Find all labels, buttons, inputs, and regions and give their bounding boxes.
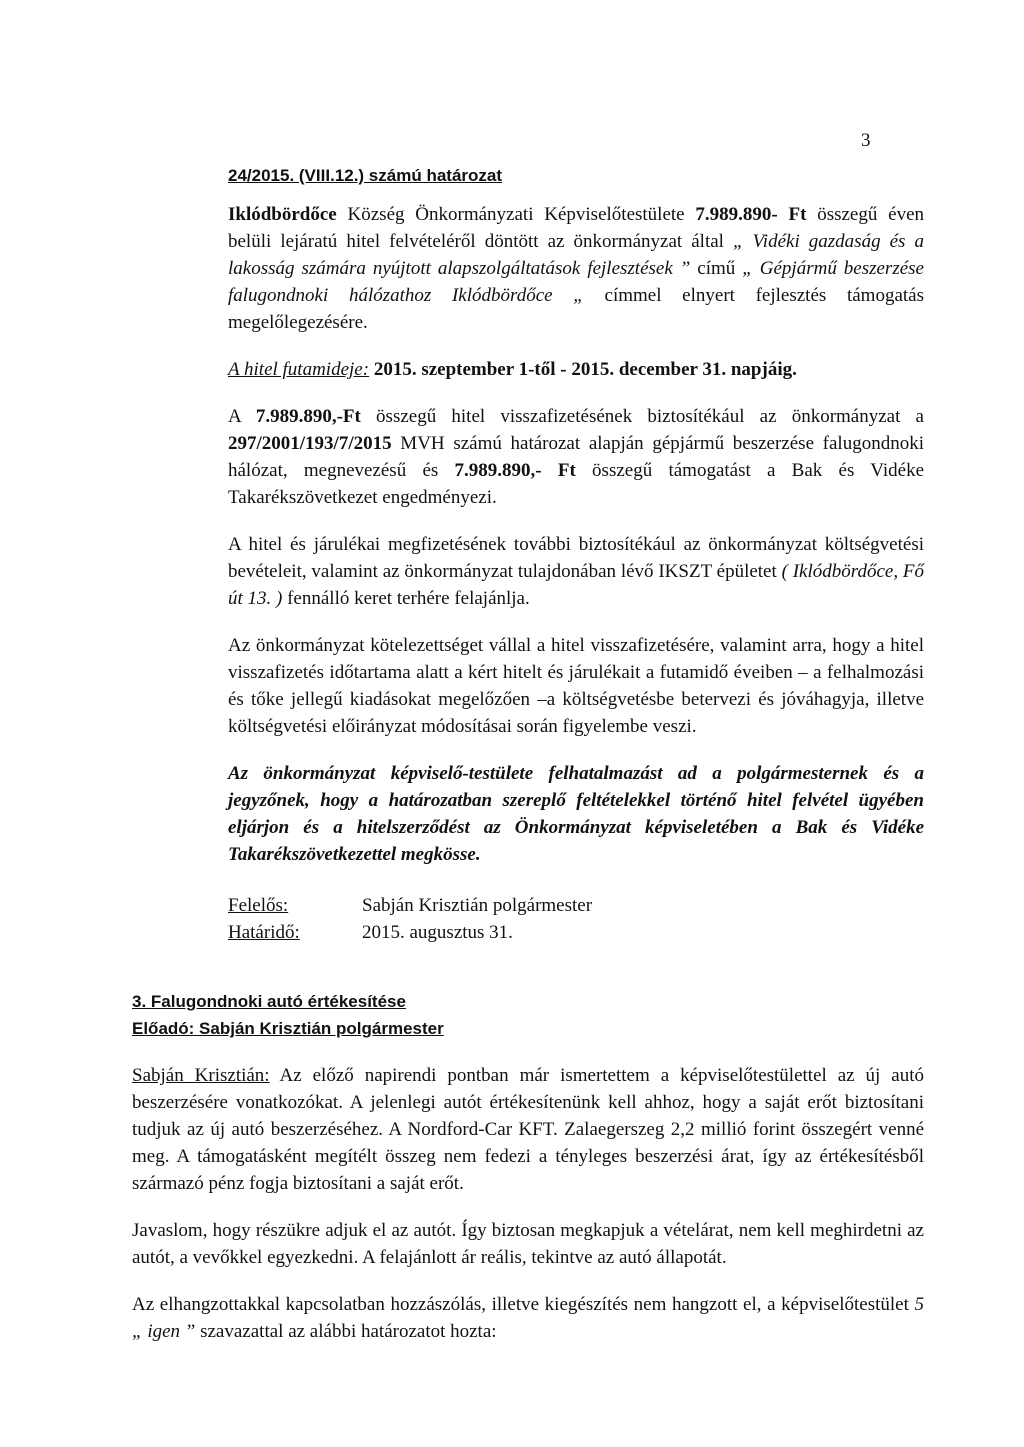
text-span: Az előző napirendi pontban már ismertettem a képviselőtestülettel az új autó beszerzésére vonatkozókat. A jelenlegi autót értékesítenünk kell ahhoz, hogy a saját erőt biztosítani tudjuk az új autó beszerzéséhez. A Nordford-Car KFT. Zalaegerszeg 2,2 millió forint összegért venné meg. A támogatásként megítélt összeg nem fedezi a tényleges beszerzési árat, így az értékesítésből származó pénz fogja biztosítani a saját erőt. xyxy=(132,1065,924,1194)
project-name: „ Gépjármű beszerzése falugondnoki hálózathoz Iklódbördőce „ xyxy=(228,258,924,306)
proposal-paragraph: Javaslom, hogy részükre adjuk el az autót. Így biztosan megkapjuk a vételárat, nem kell meghirdetni az autót, a vevőkkel egyezkedni. A felajánlott ár reális, tekintve az autó állapotát. xyxy=(132,1220,924,1268)
text-span: A xyxy=(228,406,256,427)
text-span: összegű támogatást a Bak és Vidéke Takarékszövetkezet engedményezi. xyxy=(228,460,924,508)
speech-paragraph xyxy=(132,1062,924,1197)
collateral-paragraph xyxy=(228,403,924,511)
repayment-commitment-paragraph: Az önkormányzat kötelezettséget vállal a hitel visszafizetésére, valamint arra, hogy a hitel visszafizetés időtartama alatt a kért hitelt és járulékait a futamidő éveiben – a felhalmozási és tőke jellegű kiadásokat megelőzően –a költségvetésbe betervezi és jóváhagyja, illetve költségvetési előirányzat módosításai során figyelembe veszi. xyxy=(228,635,924,737)
additional-collateral-paragraph xyxy=(228,531,924,612)
vote-count: 5 „ igen ” xyxy=(132,1294,924,1342)
section-title xyxy=(132,988,924,1015)
responsible-row xyxy=(228,892,924,919)
resolution-title xyxy=(228,162,924,189)
loan-term-label: A hitel futamideje: xyxy=(228,359,370,380)
loan-term-line xyxy=(228,356,924,383)
loan-term-value: 2015. szeptember 1-től - 2015. december 31. napjáig. xyxy=(369,359,797,380)
speaker-name: Sabján Krisztián: xyxy=(132,1065,270,1086)
text-span: fennálló keret terhére felajánlja. xyxy=(282,588,530,609)
text-span: szavazattal az alábbi határozatot hozta: xyxy=(195,1321,497,1342)
text-span: című xyxy=(690,258,743,279)
municipality-name: Iklódbördőce xyxy=(228,204,337,225)
building-address: ( Iklódbördőce, Fő út 13. ) xyxy=(228,561,924,609)
text-span: Az elhangzottakkal kapcsolatban hozzászólás, illetve kiegészítés nem hangzott el, a képviselőtestület xyxy=(132,1294,915,1315)
text-span: MVH számú határozat alapján gépjármű beszerzése falugondnoki hálózat, megnevezésű és xyxy=(228,433,924,481)
page-number: 3 xyxy=(861,130,871,151)
agenda-section-3 xyxy=(132,988,924,1345)
section-title-text: 3. Falugondnoki autó értékesítése xyxy=(132,992,406,1011)
vote-paragraph xyxy=(132,1291,924,1345)
program-name: „ Vidéki gazdaság és a lakosság számára nyújtott alapszolgáltatások fejlesztések ” xyxy=(228,231,924,279)
deadline-label: Határidő: xyxy=(228,922,300,943)
loan-amount: 7.989.890- Ft xyxy=(695,204,807,225)
loan-amount: 7.989.890,-Ft xyxy=(255,406,361,427)
text-span: címmel elnyert fejlesztés támogatás megelőlegezésére. xyxy=(228,285,924,333)
section-presenter xyxy=(132,1015,924,1042)
authorization-paragraph: Az önkormányzat képviselő-testülete felhatalmazást ad a polgármesternek és a jegyzőnek, hogy a határozatban szereplő feltételekkel történő hitel felvétel ügyében eljárjon és a hitelszerződést az Önkormányzat képviseletében a Bak és Vidéke Takarékszövetkezettel megkösse. xyxy=(228,763,924,865)
deadline-row xyxy=(228,919,924,946)
deadline-value: 2015. augusztus 31. xyxy=(362,922,513,943)
text-span: A hitel és járulékai megfizetésének további biztosítékául az önkormányzat költségvetési bevételeit, valamint az önkormányzat tulajdonában lévő IKSZT épületet xyxy=(228,534,924,582)
document-body xyxy=(132,128,924,1345)
text-span: összegű éven belüli lejáratú hitel felvételéről döntött az önkormányzat által xyxy=(228,204,924,252)
grant-amount: 7.989.890,- Ft xyxy=(454,460,576,481)
section-presenter-text: Előadó: Sabján Krisztián polgármester xyxy=(132,1019,444,1038)
text-span: Község Önkormányzati Képviselőtestülete xyxy=(336,204,696,225)
resolution-title-text: 24/2015. (VIII.12.) számú határozat xyxy=(228,166,503,185)
responsible-value: Sabján Krisztián polgármester xyxy=(362,895,593,916)
text-span: összegű hitel visszafizetésének biztosítékául az önkormányzat a xyxy=(360,406,924,427)
mvh-decision-number: 297/2001/193/7/2015 xyxy=(228,433,392,454)
responsible-label: Felelős: xyxy=(228,895,289,916)
loan-decision-paragraph xyxy=(228,201,924,336)
